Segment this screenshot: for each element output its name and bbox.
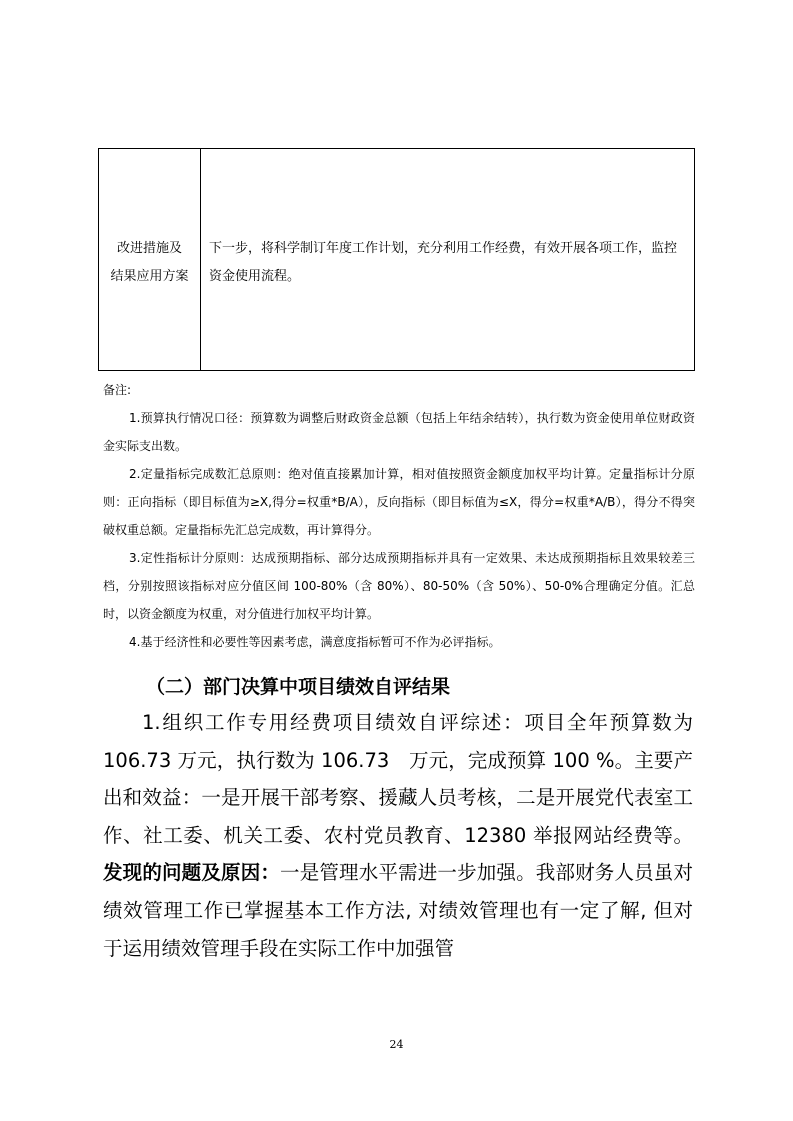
notes-section <box>103 376 695 656</box>
note-item-1: 1.预算执行情况口径：预算数为调整后财政资金总额（包括上年结余结转），执行数为资金使用单位财政资金实际支出数。 <box>103 411 695 453</box>
paragraph-part-1: 1.组织工作专用经费项目绩效自评综述：项目全年预算数为 106.73 万元，执行数为 106.73 万元，完成预算 100 %。主要产出和效益：一是开展干部考察、援藏人员考核，二是开展党代表室工作、社工委、机关工委、农村党员教育、12380 举报网站经费等。 <box>103 711 693 847</box>
table-row-content-cell <box>201 149 694 370</box>
table-row-content: 下一步，将科学制订年度工作计划，充分利用工作经费，有效开展各项工作，监控资金使用流程。 <box>209 240 678 284</box>
table-row-label-line1: 改进措施及 <box>116 240 182 256</box>
measures-table <box>98 148 695 371</box>
note-item-3: 3.定性指标计分原则：达成预期指标、部分达成预期指标并具有一定效果、未达成预期指标且效果较差三档，分别按照该指标对应分值区间 100-80%（含 80%）、80-50%（含 50%）、50-0%合理确定分值。汇总时，以资金额度为权重，对分值进行加权平均计算。 <box>103 551 695 621</box>
note-item-2: 2.定量指标完成数汇总原则：绝对值直接累加计算，相对值按照资金额度加权平均计算。定量指标计分原则：正向指标（即目标值为≥X,得分=权重*B/A），反向指标（即目标值为≤X，得分=权重*A/B），得分不得突破权重总额。定量指标先汇总完成数，再计算得分。 <box>103 467 695 537</box>
notes-label: 备注: <box>103 383 132 397</box>
section-paragraph <box>103 704 693 967</box>
section-heading: （二）部门决算中项目绩效自评结果 <box>146 676 451 698</box>
page-number: 24 <box>389 1038 404 1051</box>
note-item-4: 4.基于经济性和必要性等因素考虑，满意度指标暂可不作为必评指标。 <box>129 635 501 649</box>
table-row-label-cell <box>99 149 201 370</box>
table-row-label-line2: 结果应用方案 <box>110 268 189 284</box>
paragraph-bold-label: 发现的问题及原因： <box>103 861 281 885</box>
paragraph-part-2: 一是管理水平需进一步加强。我部财务人员虽对绩效管理工作已掌握基本工作方法, 对绩效管理也有一定了解, 但对于运用绩效管理手段在实际工作中加强管 <box>103 861 693 960</box>
